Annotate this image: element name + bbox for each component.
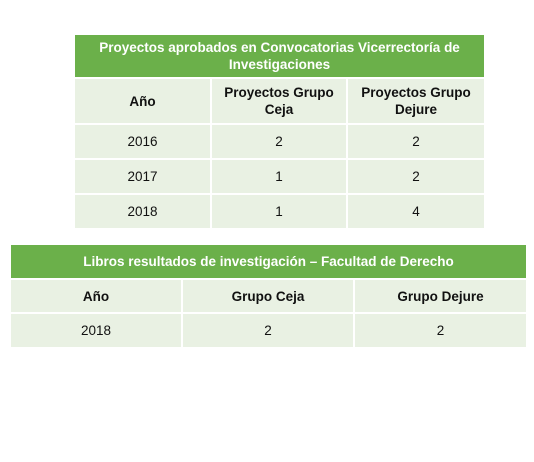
ceja-count-cell: 1 <box>211 194 347 228</box>
table-row <box>11 313 526 347</box>
books-table-title: Libros resultados de investigación – Facultad de Derecho <box>11 245 526 279</box>
year-cell: 2017 <box>75 159 211 194</box>
year-cell: 2018 <box>11 313 182 347</box>
dejure-count-cell: 2 <box>354 313 526 347</box>
ceja-count-cell: 2 <box>211 124 347 159</box>
ceja-count-cell: 2 <box>182 313 354 347</box>
projects-table-header-row <box>75 78 484 124</box>
column-header-ceja: Grupo Ceja <box>182 279 354 313</box>
column-header-dejure-projects: Proyectos Grupo Dejure <box>347 78 484 124</box>
dejure-count-cell: 2 <box>347 159 484 194</box>
column-header-year: Año <box>11 279 182 313</box>
books-table-title-row <box>11 245 526 279</box>
dejure-count-cell: 4 <box>347 194 484 228</box>
projects-table-title: Proyectos aprobados en Convocatorias Vicerrectoría de Investigaciones <box>75 35 484 78</box>
books-table-header-row <box>11 279 526 313</box>
dejure-count-cell: 2 <box>347 124 484 159</box>
column-header-ceja-projects: Proyectos Grupo Ceja <box>211 78 347 124</box>
projects-table-title-row <box>75 35 484 78</box>
column-header-year: Año <box>75 78 211 124</box>
year-cell: 2018 <box>75 194 211 228</box>
year-cell: 2016 <box>75 124 211 159</box>
table-row <box>75 124 484 159</box>
books-table <box>11 245 526 347</box>
table-row <box>75 159 484 194</box>
ceja-count-cell: 1 <box>211 159 347 194</box>
table-row <box>75 194 484 228</box>
column-header-dejure: Grupo Dejure <box>354 279 526 313</box>
projects-table <box>75 35 484 228</box>
